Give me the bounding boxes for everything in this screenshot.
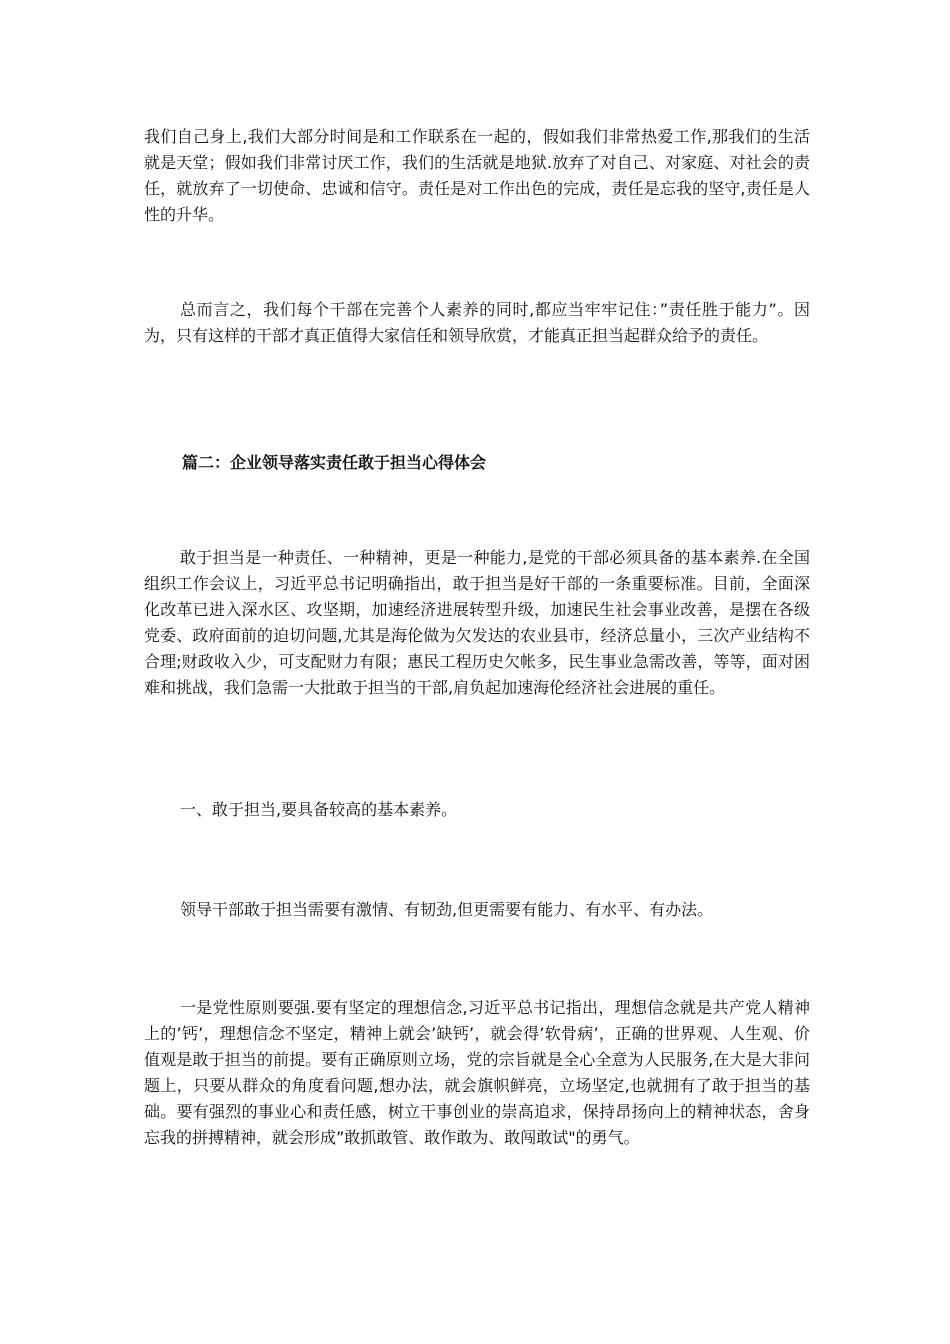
paragraph-party-principle: 一是党性原则要强.要有坚定的理想信念,习近平总书记指出，理想信念就是共产党人精神上的’钙’，理想信念不坚定，精神上就会’缺钙’，就会得’软骨病’，正确的世界观、人生观、价值观是敢于担当的前提。要有正确原则立场，党的宗旨就是全心全意为人民服务,在大是大非问题上，只要从群众的角度看问题,想办法，就会旗帜鲜亮，立场坚定,也就拥有了敢于担当的基础。要有强烈的事业心和责任感，树立干事创业的崇高追求，保持昂扬向上的精神状态，舍身忘我的拼搏精神，就会形成”敢抓敢管、敢作敢为、敢闯敢试"的勇气。 <box>144 998 810 1147</box>
paragraph-courage-intro: 敢于担当是一种责任、一种精神，更是一种能力,是党的干部必须具备的基本素养.在全国组织工作会议上，习近平总书记明确指出，敢于担当是好干部的一条重要标准。目前，全面深化改革已进入深水区、攻坚期，加速经济进展转型升级，加速民生社会事业改善，是摆在各级党委、政府面前的迫切问题,尤其是海伦做为欠发达的农业县市，经济总量小，三次产业结构不合理;财政收入少，可支配财力有限；惠民工程历史欠帐多，民生事业急需改善，等等，面对困难和挑战，我们急需一大批敢于担当的干部,肩负起加速海伦经济社会进展的重任。 <box>144 548 810 697</box>
section-heading: 篇二：企业领导落实责任敢于担当心得体会 <box>182 453 487 472</box>
paragraph-conclusion: 总而言之，我们每个干部在完善个人素养的同时,都应当牢牢记住：”责任胜于能力”。因为，只有这样的干部才真正值得大家信任和领导欣赏，才能真正担当起群众给予的责任。 <box>144 300 810 345</box>
paragraph-leadership-ability: 领导干部敢于担当需要有激情、有韧劲,但更需要有能力、有水平、有办法。 <box>180 900 714 919</box>
paragraph-responsibility-work: 我们自己身上,我们大部分时间是和工作联系在一起的，假如我们非常热爱工作,那我们的生活就是天堂；假如我们非常讨厌工作，我们的生活就是地狱.放弃了对自己、对家庭、对社会的责任，就放弃了一切使命、忠诚和信守。责任是对工作出色的完成，责任是忘我的坚守,责任是人性的升华。 <box>144 127 810 224</box>
paragraph-point-one-title: 一、敢于担当,要具备较高的基本素养。 <box>180 800 458 819</box>
